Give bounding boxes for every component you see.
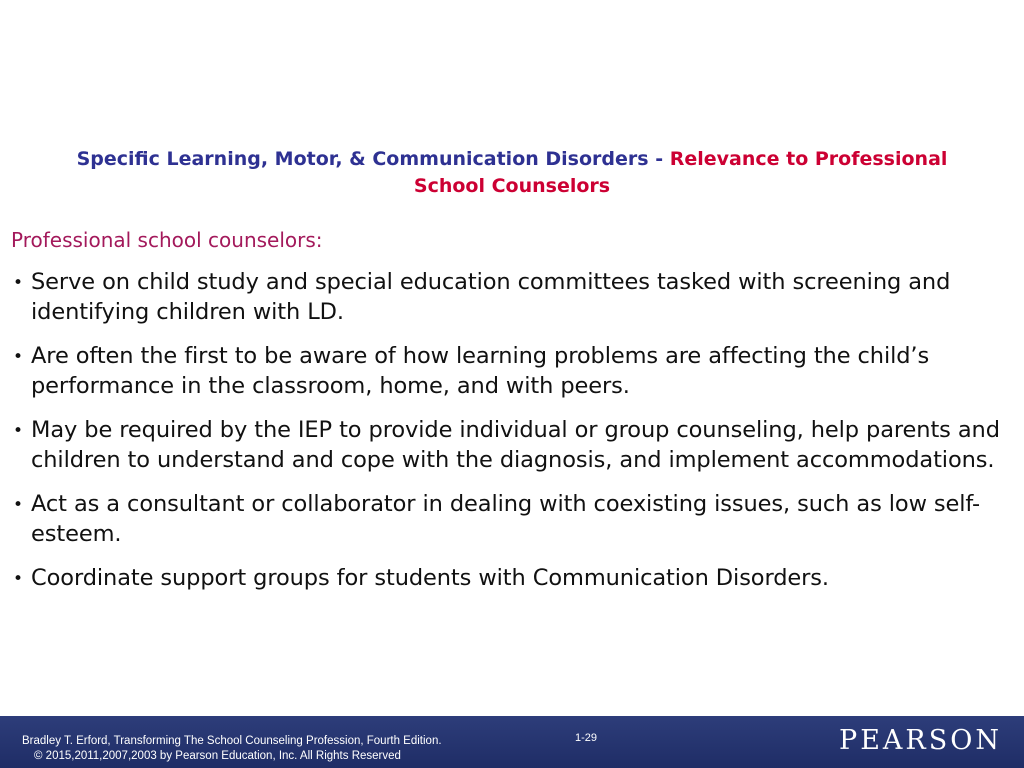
- page-number: 1-29: [575, 732, 598, 744]
- list-item: [11, 342, 1016, 401]
- footer-citation: Bradley T. Erford, Transforming The School Counseling Profession, Fourth Edition.: [22, 735, 442, 747]
- slide-title-topic: Specific Learning, Motor, & Communication Disorders -: [76, 148, 670, 170]
- bullet-list: [11, 268, 1016, 609]
- footer-copyright: © 2015,2011,2007,2003 by Pearson Education, Inc. All Rights Reserved: [34, 750, 401, 762]
- bullet-icon: •: [13, 495, 23, 515]
- bullet-text: Are often the first to be aware of how learning problems are affecting the child’s performance in the classroom, home, and with peers.: [31, 343, 930, 399]
- slide-title: [60, 146, 964, 200]
- bullet-icon: •: [13, 273, 23, 293]
- list-item: [11, 416, 1016, 475]
- footer-bar: [0, 716, 1024, 768]
- bullet-text: May be required by the IEP to provide individual or group counseling, help parents and children to understand and cope with the diagnosis, and implement accommodations.: [31, 417, 1000, 473]
- bullet-text: Serve on child study and special education committees tasked with screening and identifying children with LD.: [31, 269, 951, 325]
- list-item: [11, 564, 1016, 594]
- bullet-icon: •: [13, 347, 23, 367]
- slide-title-relevance: Relevance to Professional School Counselors: [413, 148, 948, 197]
- bullet-icon: •: [13, 569, 23, 589]
- intro-heading: Professional school counselors:: [11, 228, 323, 252]
- bullet-text: Coordinate support groups for students with Communication Disorders.: [31, 565, 829, 591]
- list-item: [11, 268, 1016, 327]
- bullet-icon: •: [13, 421, 23, 441]
- list-item: [11, 490, 1016, 549]
- bullet-text: Act as a consultant or collaborator in dealing with coexisting issues, such as low self-esteem.: [31, 491, 981, 547]
- pearson-logo: PEARSON: [839, 725, 1002, 756]
